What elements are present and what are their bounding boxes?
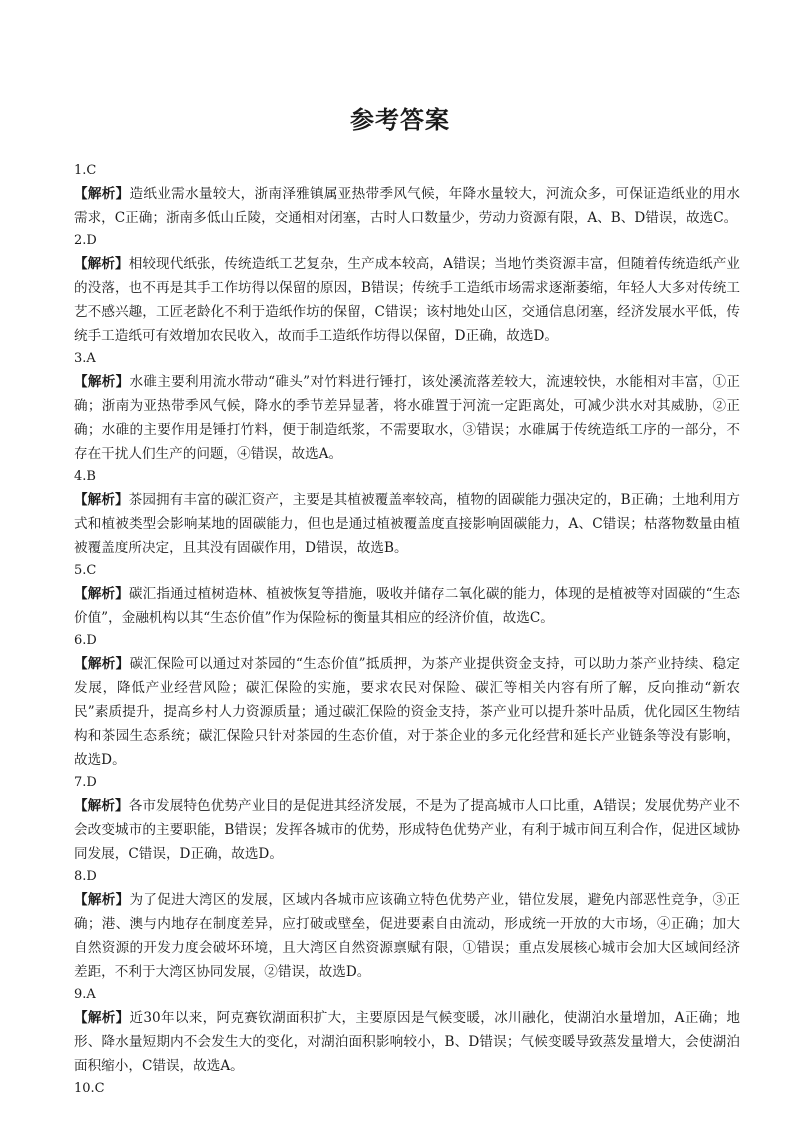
answer-explanation — [74, 252, 740, 348]
explanation-text: 近30年以来，阿克赛钦湖面积扩大，主要原因是气候变暖，冰川融化，使湖泊水量增加，A正确；地形、降水量短期内不会发生大的变化，对湖泊面积影响较小，B、D错误；气候变暖导致蒸发量增大，会使湖泊面积缩小，C错误，故选A。 — [74, 1010, 740, 1074]
answer-explanation — [74, 794, 740, 866]
answer-item-10 — [74, 1078, 740, 1100]
answer-number: 2.D — [74, 233, 97, 248]
explanation-text: 茶园拥有丰富的碳汇资产，主要是其植被覆盖率较高，植物的固碳能力强决定的，B正确；土地利用方式和植被类型会影响某地的固碳能力，但也是通过植被覆盖度直接影响固碳能力，A、C错误；枯落物数量由植被覆盖度所决定，且其没有固碳作用，D错误，故选B。 — [74, 492, 740, 556]
answer-number: 6.D — [74, 633, 97, 648]
explanation-tag: 【解析】 — [74, 798, 129, 814]
answer-item-8 — [74, 866, 740, 984]
explanation-tag: 【解析】 — [74, 586, 129, 602]
answer-number: 8.D — [74, 869, 97, 884]
answer-item-6 — [74, 630, 740, 772]
answer-number: 9.A — [74, 987, 96, 1002]
answer-explanation — [74, 1006, 740, 1078]
answer-number: 1.C — [74, 163, 97, 178]
page-title: 参考答案 — [350, 106, 450, 134]
answer-explanation — [74, 370, 740, 466]
answer-explanation — [74, 582, 740, 630]
answer-explanation — [74, 888, 740, 984]
answer-number: 7.D — [74, 775, 97, 790]
answer-explanation — [74, 182, 740, 230]
answer-item-2 — [74, 230, 740, 348]
explanation-text: 碳汇保险可以通过对茶园的“生态价值”抵质押，为茶产业提供资金支持，可以助力茶产业持续、稳定发展，降低产业经营风险；碳汇保险的实施，要求农民对保险、碳汇等相关内容有所了解，反向推动“新农民”素质提升，提高乡村人力资源质量；通过碳汇保险的资金支持，茶产业可以提升茶叶品质，优化园区生物结构和茶园生态系统；碳汇保险只针对茶园的生态价值，对于茶企业的多元化经营和延长产业链条等没有影响，故选D。 — [74, 656, 740, 768]
explanation-text: 相较现代纸张，传统造纸工艺复杂，生产成本较高，A错误；当地竹类资源丰富，但随着传统造纸产业的没落，也不再是其手工作坊得以保留的原因，B错误；传统手工造纸市场需求逐渐萎缩，年轻人大多对传统工艺不感兴趣，工匠老龄化不利于造纸作坊的保留，C错误；该村地处山区，交通信息闭塞，经济发展水平低，传统手工造纸可有效增加农民收入，故而手工造纸作坊得以保留，D正确，故选D。 — [74, 256, 740, 344]
explanation-tag: 【解析】 — [74, 656, 130, 672]
answer-number: 3.A — [74, 351, 96, 366]
explanation-tag: 【解析】 — [74, 374, 130, 390]
answer-item-1 — [74, 160, 740, 230]
explanation-tag: 【解析】 — [74, 1010, 130, 1026]
answer-item-5 — [74, 560, 740, 630]
answer-item-4 — [74, 466, 740, 560]
explanation-text: 为了促进大湾区的发展，区域内各城市应该确立特色优势产业，错位发展，避免内部恶性竞争，③正确；港、澳与内地存在制度差异，应打破或壁垒，促进要素自由流动，形成统一开放的大市场，④正确；加大自然资源的开发力度会破坏环境，且大湾区自然资源禀赋有限，①错误；重点发展核心城市会加大区域间经济差距，不利于大湾区协同发展，②错误，故选D。 — [74, 892, 741, 980]
answer-item-9 — [74, 984, 740, 1078]
explanation-text: 碳汇指通过植树造林、植被恢复等措施，吸收并储存二氧化碳的能力，体现的是植被等对固碳的“生态价值”，金融机构以其“生态价值”作为保险标的衡量其相应的经济价值，故选C。 — [74, 586, 740, 626]
answer-number: 10.C — [74, 1081, 105, 1096]
answer-number: 5.C — [74, 563, 97, 578]
answer-explanation — [74, 652, 740, 772]
explanation-tag: 【解析】 — [74, 492, 129, 508]
answer-list — [74, 160, 740, 1100]
explanation-tag: 【解析】 — [74, 892, 130, 908]
answer-item-3 — [74, 348, 740, 466]
answer-explanation — [74, 488, 740, 560]
answer-item-7 — [74, 772, 740, 866]
explanation-text: 造纸业需水量较大，浙南泽雅镇属亚热带季风气候，年降水量较大，河流众多，可保证造纸业的用水需求，C正确；浙南多低山丘陵，交通相对闭塞，古时人口数量少，劳动力资源有限，A、B、D错误，故选C。 — [74, 186, 741, 226]
explanation-tag: 【解析】 — [74, 186, 130, 202]
explanation-text: 各市发展特色优势产业目的是促进其经济发展，不是为了提高城市人口比重，A错误；发展优势产业不会改变城市的主要职能，B错误；发挥各城市的优势，形成特色优势产业，有利于城市间互利合作，促进区域协同发展，C错误，D正确，故选D。 — [74, 798, 740, 862]
explanation-tag: 【解析】 — [74, 256, 129, 272]
answer-number: 4.B — [74, 469, 96, 484]
explanation-text: 水碓主要利用流水带动“碓头”对竹料进行锤打，该处溪流落差较大，流速较快，水能相对丰富，①正确；浙南为亚热带季风气候，降水的季节差异显著，将水碓置于河流一定距离处，可减少洪水对其威胁，②正确；水碓的主要作用是锤打竹料，便于制造纸浆，不需要取水，③错误；水碓属于传统造纸工序的一部分，不存在干扰人们生产的问题，④错误，故选A。 — [74, 374, 740, 462]
